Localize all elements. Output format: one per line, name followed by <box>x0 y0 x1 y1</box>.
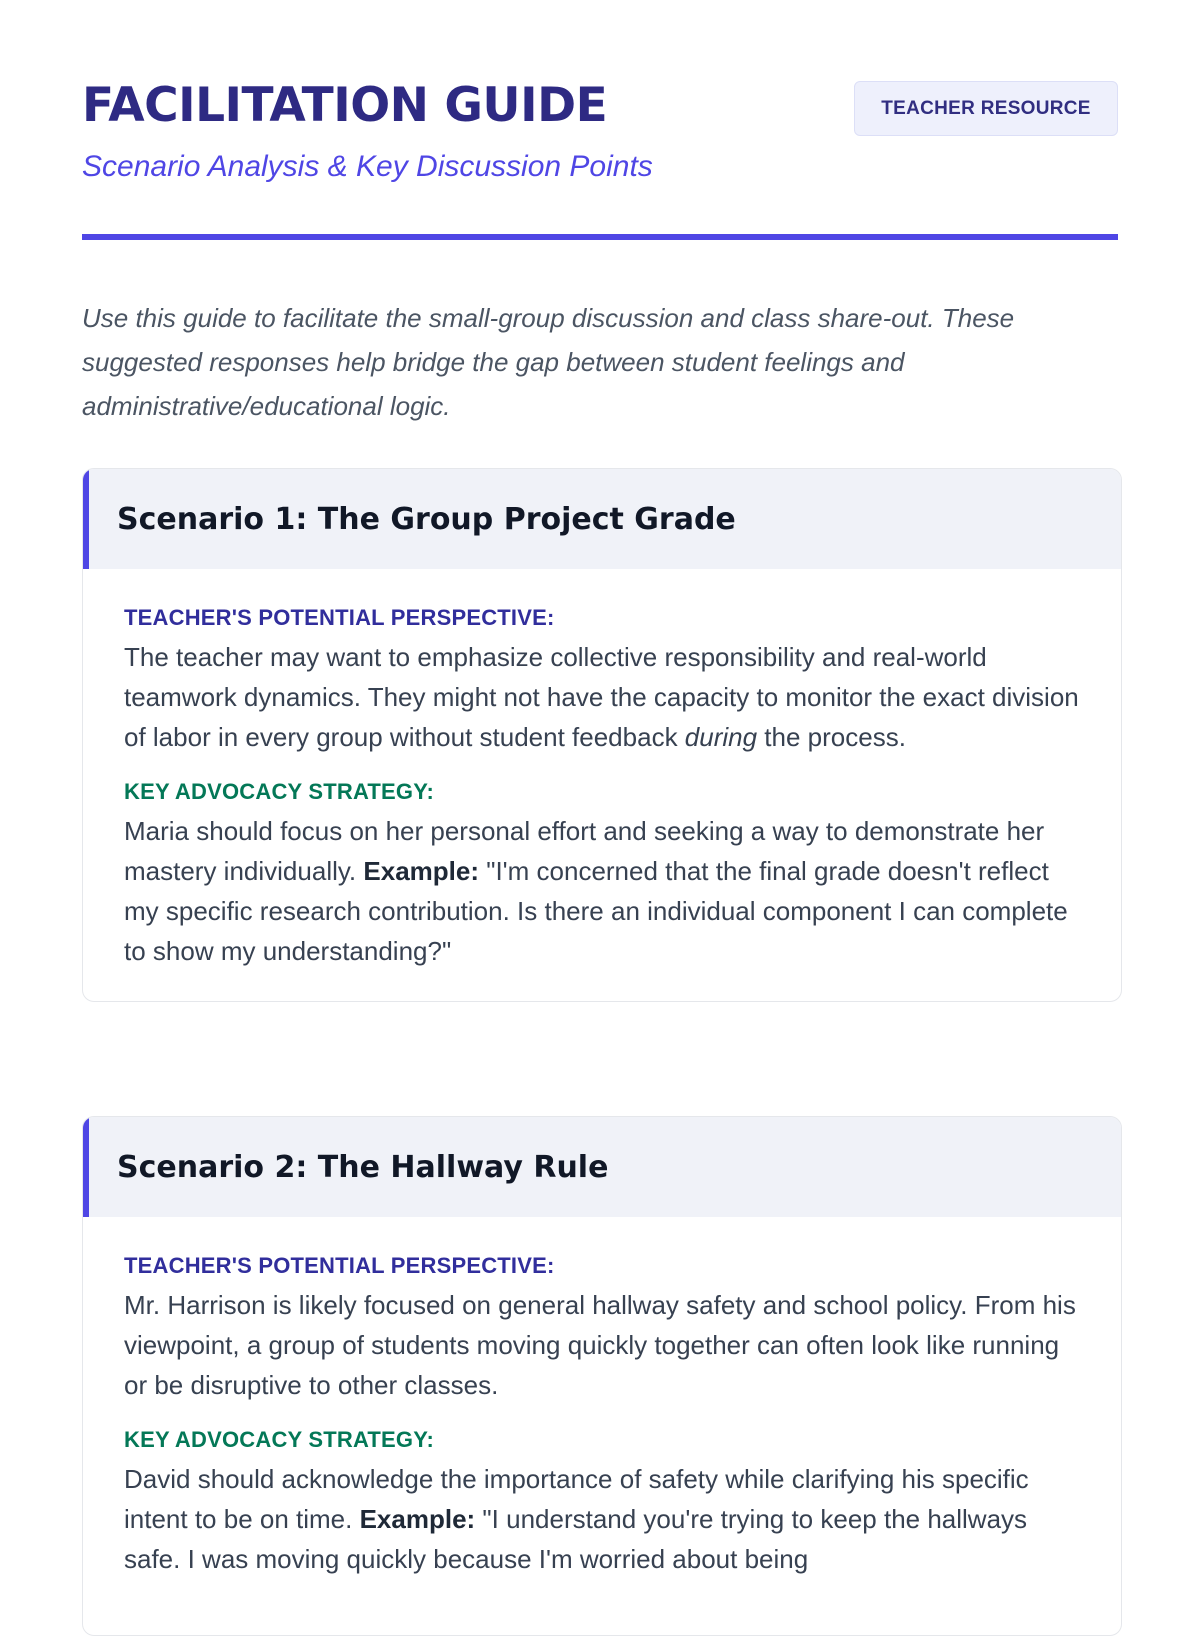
perspective-emphasis: during <box>684 722 758 752</box>
page-title: FACILITATION GUIDE <box>82 78 608 133</box>
page-header <box>82 0 1118 240</box>
scenario-card-1 <box>82 468 1122 1002</box>
header-divider <box>82 234 1118 240</box>
strategy-text-2 <box>124 1459 1081 1579</box>
perspective-label: TEACHER'S POTENTIAL PERSPECTIVE: <box>124 605 555 630</box>
scenario-body-2 <box>83 1217 1121 1609</box>
perspective-text-1 <box>124 637 1081 757</box>
strategy-example: "I'm concerned that the final grade doesn't reflect my specific research contribution. Is there an individual component I can complete to show my understanding?" <box>124 856 1068 966</box>
example-label: Example: <box>363 856 479 886</box>
perspective-text-part: Mr. Harrison is likely focused on general hallway safety and school policy. From his viewpoint, a group of students moving quickly together can often look like running or be disruptive to other classes. <box>124 1290 1076 1400</box>
page-subtitle: Scenario Analysis & Key Discussion Points <box>82 150 653 183</box>
perspective-label: TEACHER'S POTENTIAL PERSPECTIVE: <box>124 1253 555 1278</box>
strategy-section-1 <box>124 779 1081 971</box>
perspective-text-part: the process. <box>757 722 906 752</box>
perspective-section-2 <box>124 1253 1081 1405</box>
scenario-header-2 <box>83 1117 1121 1217</box>
strategy-example: "I understand you're trying to keep the hallways safe. I was moving quickly because I'm worried about being <box>124 1504 1028 1574</box>
strategy-intro: David should acknowledge the importance of safety while clarifying his specific intent to be on time. <box>124 1464 1029 1534</box>
strategy-label: KEY ADVOCACY STRATEGY: <box>124 1427 434 1452</box>
scenario-header-1 <box>83 469 1121 569</box>
intro-paragraph: Use this guide to facilitate the small-group discussion and class share-out. These suggested responses help bridge the gap between student feelings and administrative/educational logic. <box>82 303 1015 421</box>
strategy-intro: Maria should focus on her personal effort and seeking a way to demonstrate her mastery individually. <box>124 816 1045 886</box>
scenario-card-2 <box>82 1116 1122 1636</box>
strategy-text-1 <box>124 811 1081 971</box>
teacher-resource-badge: TEACHER RESOURCE <box>854 81 1118 136</box>
strategy-section-2 <box>124 1427 1081 1579</box>
scenario-body-1 <box>83 569 1121 1001</box>
perspective-text-2 <box>124 1285 1081 1405</box>
scenario-title-1: Scenario 1: The Group Project Grade <box>117 501 736 537</box>
scenario-title-2: Scenario 2: The Hallway Rule <box>117 1149 609 1185</box>
perspective-text-part: The teacher may want to emphasize collective responsibility and real-world teamwork dynamics. They might not have the capacity to monitor the exact division of labor in every group without student feedback <box>124 642 1079 752</box>
example-label: Example: <box>359 1504 476 1534</box>
perspective-section-1 <box>124 605 1081 757</box>
strategy-label: KEY ADVOCACY STRATEGY: <box>124 779 434 804</box>
